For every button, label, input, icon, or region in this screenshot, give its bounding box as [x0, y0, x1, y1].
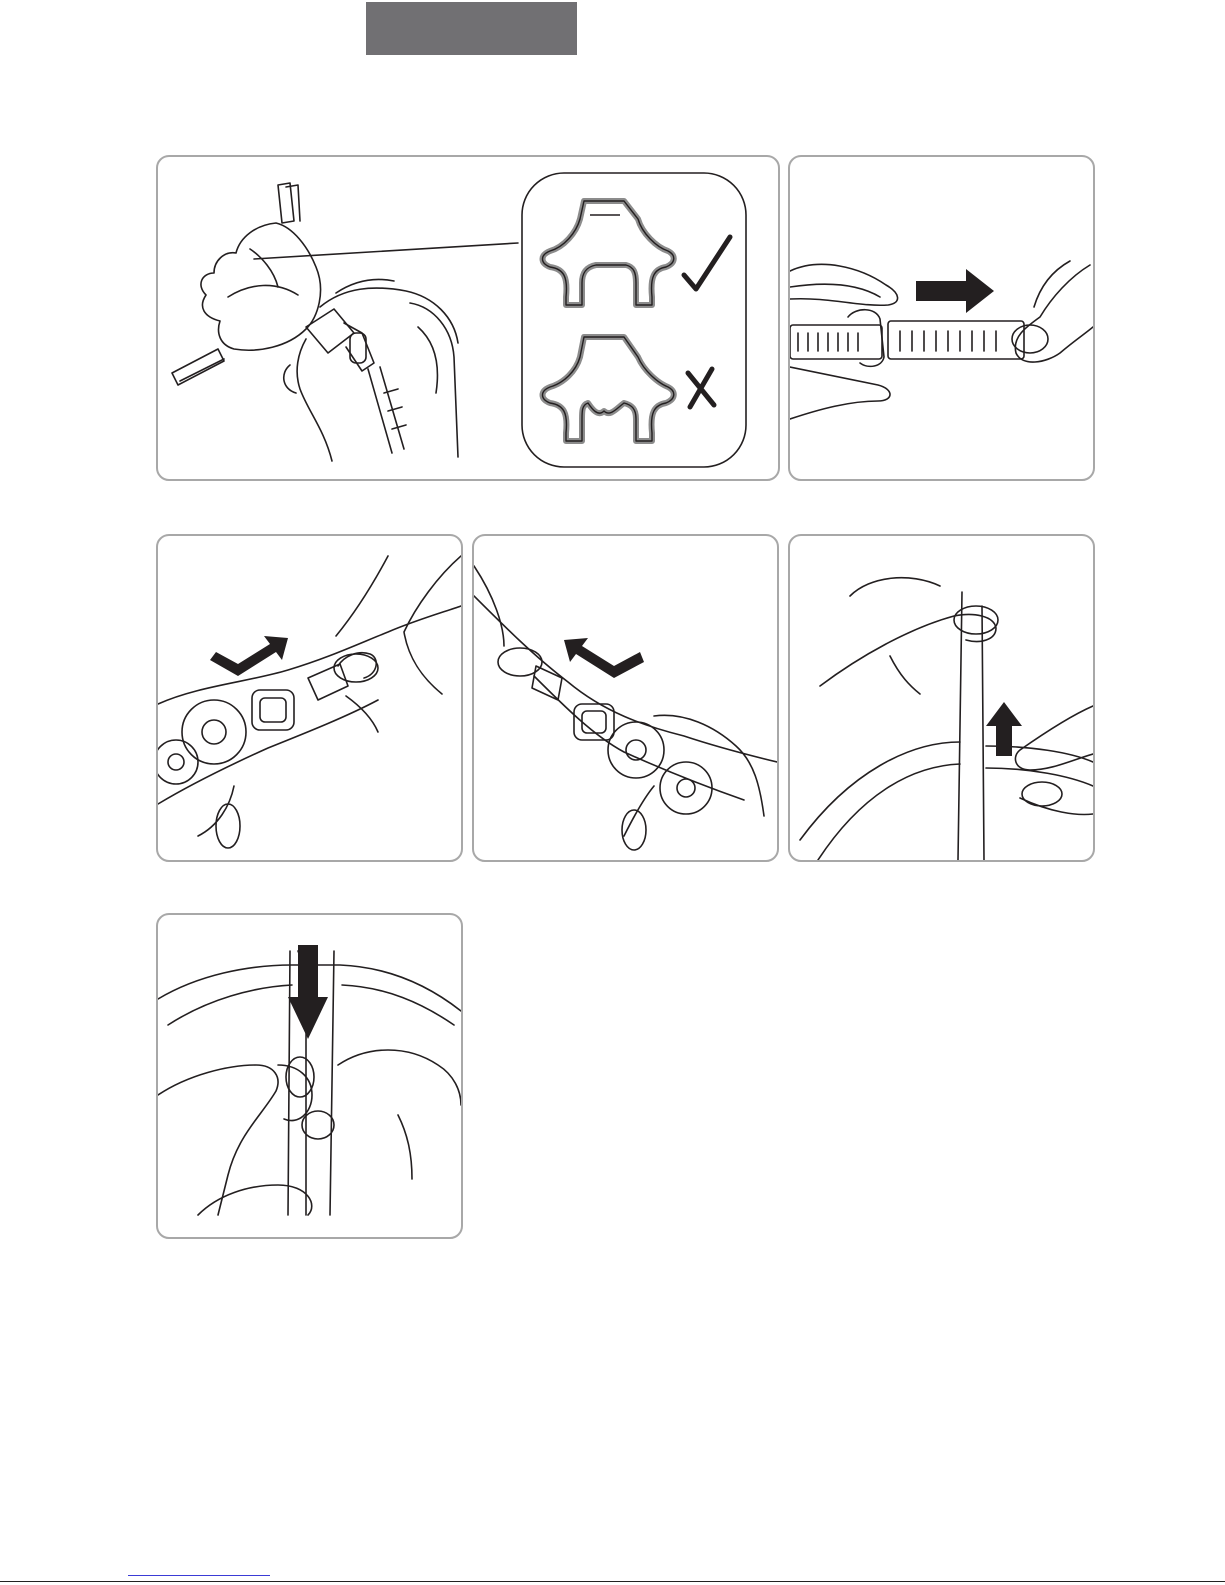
- arrow-hook-icon: [564, 638, 644, 678]
- clip-rotate-illustration-2: [474, 536, 777, 860]
- strap-up-illustration: [790, 536, 1093, 860]
- figure-panel-3: [156, 534, 463, 862]
- figure-panel-5: [788, 534, 1095, 862]
- figure-panel-6: [156, 913, 463, 1239]
- arrow-down-icon: [288, 945, 328, 1039]
- mask-cushion-illustration: [158, 157, 778, 479]
- arrow-up-icon: [986, 702, 1022, 756]
- strap-down-illustration: [158, 915, 461, 1237]
- figure-panel-4: [472, 534, 779, 862]
- page-bottom-rule: [0, 1581, 1225, 1582]
- figure-panel-1: [156, 155, 780, 481]
- footer-link-underline: [128, 1575, 270, 1576]
- clip-rotate-illustration-1: [158, 536, 461, 860]
- section-header-tab: [366, 2, 577, 55]
- figure-panel-2: [788, 155, 1095, 481]
- strap-pull-illustration: [790, 157, 1093, 479]
- arrow-hook-icon: [210, 636, 288, 676]
- arrow-right-icon: [916, 269, 994, 313]
